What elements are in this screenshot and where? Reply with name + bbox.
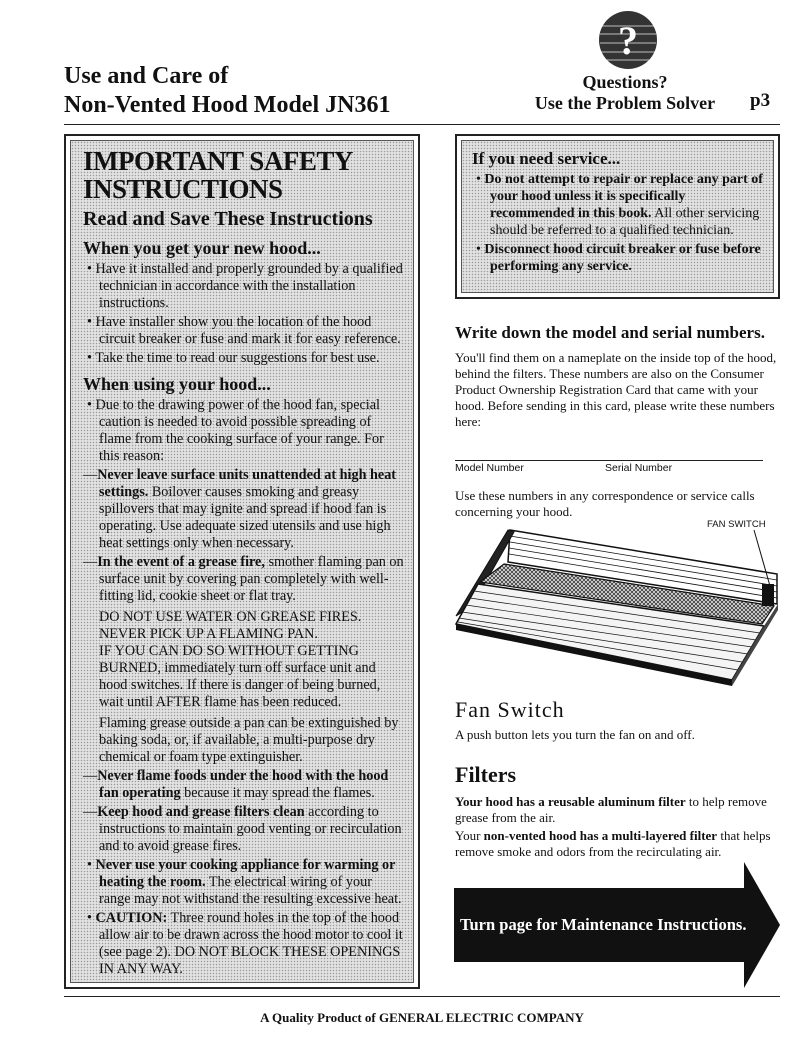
filters-paragraph-1: Your hood has a reusable aluminum filter to help remove grease from the air. [455, 794, 767, 825]
footer-divider [64, 996, 780, 997]
caution-item: • CAUTION: Three round holes in the top of the hood allow air to be drawn across the hood motor to cool it (see page 2). DO NOT BLOCK THESE OPENINGS IN ANY WAY. [87, 910, 403, 977]
service-heading: If you need service... [472, 149, 621, 168]
filters-heading: Filters [455, 762, 517, 787]
serial-number-label: Serial Number [605, 462, 673, 474]
flaming-grease-note: Flaming grease outside a pan can be extinguished by baking soda, or, if available, a multi-purpose dry chemical or foam type extinguisher. [99, 715, 399, 765]
question-globe-icon [598, 10, 658, 70]
filters-paragraph-2: Your non-vented hood has a multi-layered filter that helps remove smoke and odors from the recirculating air. [455, 828, 771, 859]
model-serial-heading: Write down the model and serial numbers. [455, 323, 765, 342]
warning-keep-clean: —Keep hood and grease filters clean according to instructions to maintain good venting or recirculation and to avoid grease fires. [83, 804, 402, 854]
page-number: p3 [750, 90, 771, 111]
model-serial-body: You'll find them on a nameplate on the inside top of the hood, behind the filters. These numbers are also on the Consumer Product Ownership Registration Card that came with your hood. Before sending in this card, please write these numbers here: [455, 350, 777, 429]
warning-flame-foods: —Never flame foods under the hood with the hood fan operating because it may spread the flames. [83, 768, 389, 801]
number-entry-line [455, 460, 763, 461]
turn-page-label: Turn page for Maintenance Instructions. [460, 915, 747, 934]
title-line-2: Non-Vented Hood Model JN361 [64, 92, 391, 118]
service-item: • Do not attempt to repair or replace any part of your hood unless it is specifically recommended in this book. All other servicing should be referred to a qualified technician. [476, 172, 763, 238]
using-hood-heading: When using your hood... [83, 374, 271, 394]
warning-unattended: —Never leave surface units unattended at high heat settings. Boilover causes smoking and greasy spillovers that may ignite and spread if hood fan is operating. Use adequate sized utensils and use high heat settings only when necessary. [83, 467, 397, 551]
fan-switch-body: A push button lets you turn the fan on and off. [455, 727, 695, 742]
problem-solver-note [520, 72, 730, 114]
list-item: • Take the time to read our suggestions for best use. [87, 350, 380, 366]
fan-switch-callout: FAN SWITCH [707, 519, 766, 530]
safety-title-line-2: INSTRUCTIONS [83, 174, 283, 204]
title-line-1: Use and Care of [64, 63, 229, 89]
page-title [64, 62, 390, 120]
service-item: • Disconnect hood circuit breaker or fuse before performing any service. [476, 242, 761, 274]
safety-subtitle: Read and Save These Instructions [83, 208, 373, 230]
using-intro: • Due to the drawing power of the hood fan, special caution is needed to avoid possible spreading of flame from the cooking surface of your range. For this reason: [87, 397, 384, 464]
warning-warming-room: • Never use your cooking appliance for warming or heating the room. The electrical wiring of your range may not withstand the resulting excessive heat. [87, 857, 402, 907]
safety-title-line-1: IMPORTANT SAFETY [83, 146, 353, 176]
correspondence-note: Use these numbers in any correspondence or service calls concerning your hood. [455, 488, 755, 519]
list-item: • Have it installed and properly grounded by a qualified technician in accordance with the installation instructions. [87, 261, 403, 311]
safety-instructions-box [64, 134, 420, 989]
fan-switch-heading: Fan Switch [455, 697, 565, 722]
warning-grease-fire: —In the event of a grease fire, smother flaming pan on surface unit by covering pan completely with well-fitting lid, cookie sheet or flat tray. [83, 554, 404, 604]
questions-line-2: Use the Problem Solver [534, 93, 716, 113]
question-mark: ? [618, 18, 638, 63]
model-number-label: Model Number [455, 462, 524, 474]
grease-fire-caps: DO NOT USE WATER ON GREASE FIRES. NEVER PICK UP A FLAMING PAN. IF YOU CAN DO SO WITHOUT GETTING BURNED, immediately turn off surface unit and hood switches. If there is danger of being burned, wait until AFTER flame has been reduced. [99, 609, 381, 710]
new-hood-heading: When you get your new hood... [83, 238, 321, 258]
list-item: • Have installer show you the location of the hood circuit breaker or fuse and mark it for easy reference. [87, 314, 401, 347]
header-divider [64, 124, 780, 125]
questions-line-1: Questions? [582, 72, 668, 92]
hood-illustration [452, 528, 782, 688]
service-box-inner [461, 140, 774, 293]
safety-box-inner [70, 140, 414, 983]
footer-text: A Quality Product of GENERAL ELECTRIC COMPANY [260, 1010, 584, 1025]
service-box [455, 134, 780, 299]
